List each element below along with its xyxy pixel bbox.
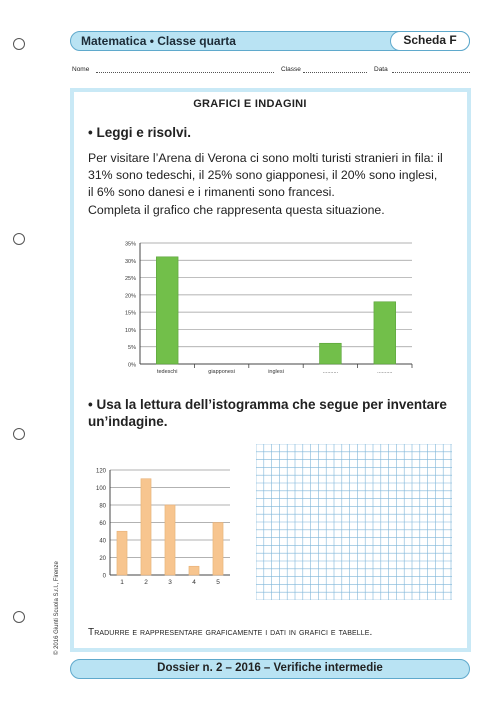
caption-text: Tradurre e rappresentare graficamente i dati in grafici e tabelle. [88, 627, 373, 638]
bar [320, 343, 342, 364]
name-label: Nome [72, 66, 90, 73]
exercise1-text [88, 150, 463, 219]
date-field[interactable] [392, 72, 470, 73]
x-category-label: tedeschi [156, 369, 178, 375]
text-line: Completa il grafico che rappresenta questa situazione. [88, 202, 385, 217]
y-tick-label: 15% [124, 310, 136, 317]
y-tick-label: 40 [99, 538, 106, 545]
x-category-label: inglesi [268, 369, 284, 375]
y-tick-label: 30% [124, 258, 136, 265]
copyright-text: © 2016 Giunti Scuola S.r.l., Firenze [54, 561, 60, 655]
instruction-line: • Usa la lettura dell’istogramma che segue per inventare [88, 397, 447, 412]
class-field[interactable] [303, 72, 367, 73]
binder-hole [13, 233, 25, 245]
y-tick-label: 80 [99, 503, 106, 510]
date-label: Data [374, 66, 388, 73]
bar [189, 566, 199, 575]
y-tick-label: 120 [95, 468, 106, 475]
y-tick-label: 20 [99, 556, 106, 562]
header-bar [70, 31, 470, 51]
name-field[interactable] [96, 72, 274, 73]
sheet-label: Scheda F [390, 31, 470, 51]
binder-hole [13, 611, 25, 623]
x-category-label: .......... [377, 369, 393, 375]
squared-paper-grid[interactable] [256, 444, 452, 600]
bar [213, 523, 223, 576]
text-line: Per visitare l’Arena di Verona ci sono molti turisti stranieri in fila: il [88, 151, 443, 165]
x-category-label: 3 [168, 579, 172, 586]
x-category-label: 2 [144, 579, 148, 586]
y-tick-label: 25% [124, 276, 136, 283]
y-tick-label: 0 [102, 573, 106, 580]
footer-bar: Dossier n. 2 – 2016 – Verifiche intermedie [70, 659, 470, 679]
y-tick-label: 0% [128, 362, 136, 369]
bar [156, 257, 178, 364]
bar [117, 531, 127, 575]
binder-hole [13, 428, 25, 440]
tourists-bar-chart[interactable] [112, 236, 422, 384]
exercise1-instruction: • Leggi e risolvi. [88, 125, 192, 140]
text-line: 31% sono tedeschi, il 25% sono giapponesi, il 20% sono inglesi, [88, 168, 438, 183]
histogram-chart [86, 462, 236, 590]
binder-hole [13, 38, 25, 50]
section-title: GRAFICI E INDAGINI [193, 98, 307, 110]
y-tick-label: 100 [95, 486, 106, 492]
bar [374, 302, 396, 364]
x-category-label: 4 [192, 579, 196, 586]
exercise2-instruction [88, 396, 447, 430]
subject-title: Matematica • Classe quarta [81, 34, 236, 48]
y-tick-label: 5% [128, 345, 136, 352]
x-category-label: giapponesi [208, 369, 235, 375]
class-label: Classe [281, 66, 301, 73]
objective-caption [88, 627, 372, 638]
y-tick-label: 10% [124, 327, 136, 334]
instruction-line: un’indagine. [88, 414, 168, 429]
y-tick-label: 20% [124, 293, 136, 300]
y-tick-label: 35% [124, 241, 136, 248]
text-line: il 6% sono danesi e i rimanenti sono francesi. [88, 185, 335, 200]
bar [165, 505, 175, 575]
x-category-label: 1 [120, 579, 124, 586]
bar [141, 479, 151, 575]
x-category-label: .......... [322, 369, 339, 375]
y-tick-label: 60 [99, 521, 106, 527]
x-category-label: 5 [216, 579, 220, 586]
